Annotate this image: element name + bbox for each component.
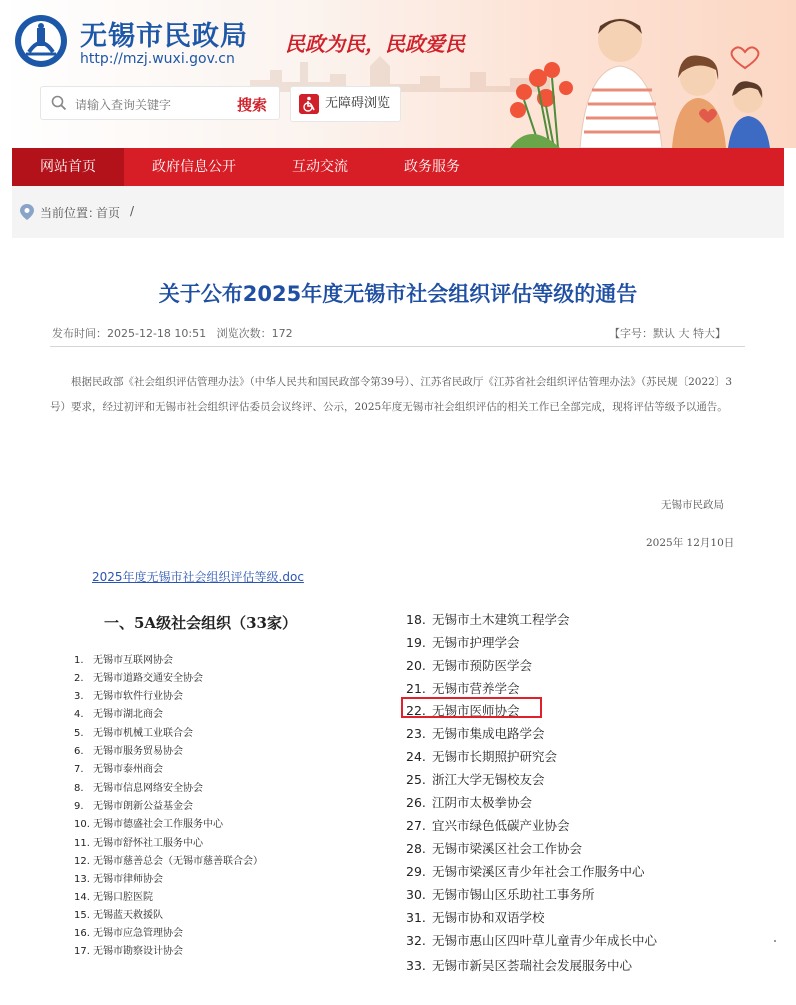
- site-title[interactable]: 无锡市民政局: [80, 21, 248, 52]
- list-item: 10. 无锡市德盛社会工作服务中心: [74, 819, 223, 830]
- list-item: 11. 无锡市舒怀社工服务中心: [74, 838, 203, 849]
- list-item: 27. 宜兴市绿色低碳产业协会: [406, 818, 570, 833]
- list-item: 1. 无锡市互联网协会: [74, 655, 173, 666]
- highlight-box: [401, 697, 542, 718]
- search-button[interactable]: 搜索: [237, 96, 268, 114]
- slogan: 民政为民，民政爱民: [285, 32, 465, 56]
- views-count: 172: [271, 327, 293, 340]
- list-item: 31. 无锡市协和双语学校: [406, 910, 545, 925]
- list-item: 9. 无锡市朗新公益基金会: [74, 801, 193, 812]
- accessibility-label: 无障碍浏览: [325, 96, 391, 111]
- font-size-large[interactable]: 大: [678, 327, 690, 340]
- search-icon: [51, 95, 67, 111]
- list-item: 20. 无锡市预防医学会: [406, 658, 533, 673]
- publish-time: 2025-12-18 10:51: [107, 327, 207, 340]
- section-heading: 一、5A级社会组织（33家）: [104, 614, 297, 632]
- list-item: 5. 无锡市机械工业联合会: [74, 728, 193, 739]
- signature-org: 无锡市民政局: [661, 499, 724, 511]
- list-item: 23. 无锡市集成电路学会: [406, 726, 545, 741]
- breadcrumb-home-link[interactable]: 首页: [96, 206, 121, 220]
- list-item-highlighted: 22. 无锡市医师协会: [406, 703, 520, 718]
- list-item: 6. 无锡市服务贸易协会: [74, 746, 183, 757]
- list-item: 28. 无锡市梁溪区社会工作协会: [406, 841, 583, 856]
- accessibility-button[interactable]: [290, 86, 401, 122]
- nav-gov-info[interactable]: 政府信息公开: [152, 159, 236, 175]
- list-item: 2. 无锡市道路交通安全协会: [74, 673, 203, 684]
- list-item: 14. 无锡口腔医院: [74, 892, 153, 903]
- breadcrumb-separator: /: [130, 204, 135, 218]
- list-item: 18. 无锡市土木建筑工程学会: [406, 612, 570, 627]
- signature-date: 2025年 12月10日: [646, 537, 735, 549]
- font-size-suffix: 】: [715, 327, 726, 340]
- list-item: 3. 无锡市软件行业协会: [74, 691, 183, 702]
- views-label: 浏览次数：: [216, 327, 272, 340]
- attachment-link[interactable]: 2025年度无锡市社会组织评估等级.doc: [92, 570, 304, 584]
- list-item: 24. 无锡市长期照护研究会: [406, 749, 558, 764]
- site-header: [0, 0, 796, 148]
- site-url: http://mzj.wuxi.gov.cn: [80, 51, 235, 67]
- list-item: 12. 无锡市慈善总会（无锡市慈善联合会）: [74, 856, 263, 867]
- list-item: 29. 无锡市梁溪区青少年社会工作服务中心: [406, 864, 645, 879]
- breadcrumb: [12, 186, 784, 238]
- list-item: 13. 无锡市律师协会: [74, 874, 163, 885]
- font-size-prefix: 【字号：: [609, 327, 653, 340]
- family-illustration: [480, 0, 796, 148]
- article-title: 关于公布2025年度无锡市社会组织评估等级的通告: [158, 282, 638, 306]
- nav-services[interactable]: 政务服务: [404, 159, 460, 175]
- list-item: 33. 无锡市新吴区荟瑞社会发展服务中心: [406, 958, 633, 973]
- list-item: 21. 无锡市营养学会: [406, 681, 520, 696]
- list-item: 16. 无锡市应急管理协会: [74, 928, 183, 939]
- list-item: 15. 无锡蓝天救援队: [74, 910, 163, 921]
- main-nav: [12, 148, 784, 186]
- nav-interaction[interactable]: 互动交流: [292, 159, 348, 175]
- nav-home[interactable]: 网站首页: [12, 148, 124, 186]
- list-item: 25. 浙江大学无锡校友会: [406, 772, 545, 787]
- font-size-switcher: [609, 325, 726, 341]
- breadcrumb-label: 当前位置：: [40, 206, 101, 220]
- list-item: 19. 无锡市护理学会: [406, 635, 520, 650]
- article-body: 根据民政部《社会组织评估管理办法》（中华人民共和国民政部令第39号）、江苏省民政厅《江苏省社会组织评估管理办法》（苏民规〔2022〕3号）要求，经过初评和无锡市社会组织评估委员会议终评、公示，2025年度无锡市社会组织评估的相关工作已全部完成，现将评估等级予以通告。: [50, 376, 733, 413]
- search-box: [40, 86, 280, 120]
- list-item: 26. 江阴市太极拳协会: [406, 795, 533, 810]
- publish-time-label: 发布时间：: [52, 327, 107, 340]
- list-item: 4. 无锡市湖北商会: [74, 709, 163, 720]
- list-item: 32. 无锡市惠山区四叶草儿童青少年成长中心: [406, 933, 658, 948]
- list-item: 7. 无锡市泰州商会: [74, 764, 163, 775]
- font-size-xlarge[interactable]: 特大: [693, 327, 715, 340]
- font-size-default[interactable]: 默认: [653, 327, 675, 340]
- list-item: 30. 无锡市锡山区乐助社工事务所: [406, 887, 595, 902]
- divider: [50, 346, 745, 347]
- location-pin-icon: [20, 204, 34, 220]
- stray-dot: [774, 940, 776, 942]
- list-item: 17. 无锡市勘察设计协会: [74, 946, 183, 957]
- wheelchair-icon: [299, 94, 319, 114]
- search-input[interactable]: [73, 94, 227, 116]
- article-meta: [52, 325, 293, 341]
- civil-affairs-logo-icon[interactable]: [14, 14, 68, 68]
- list-item: 8. 无锡市信息网络安全协会: [74, 783, 203, 794]
